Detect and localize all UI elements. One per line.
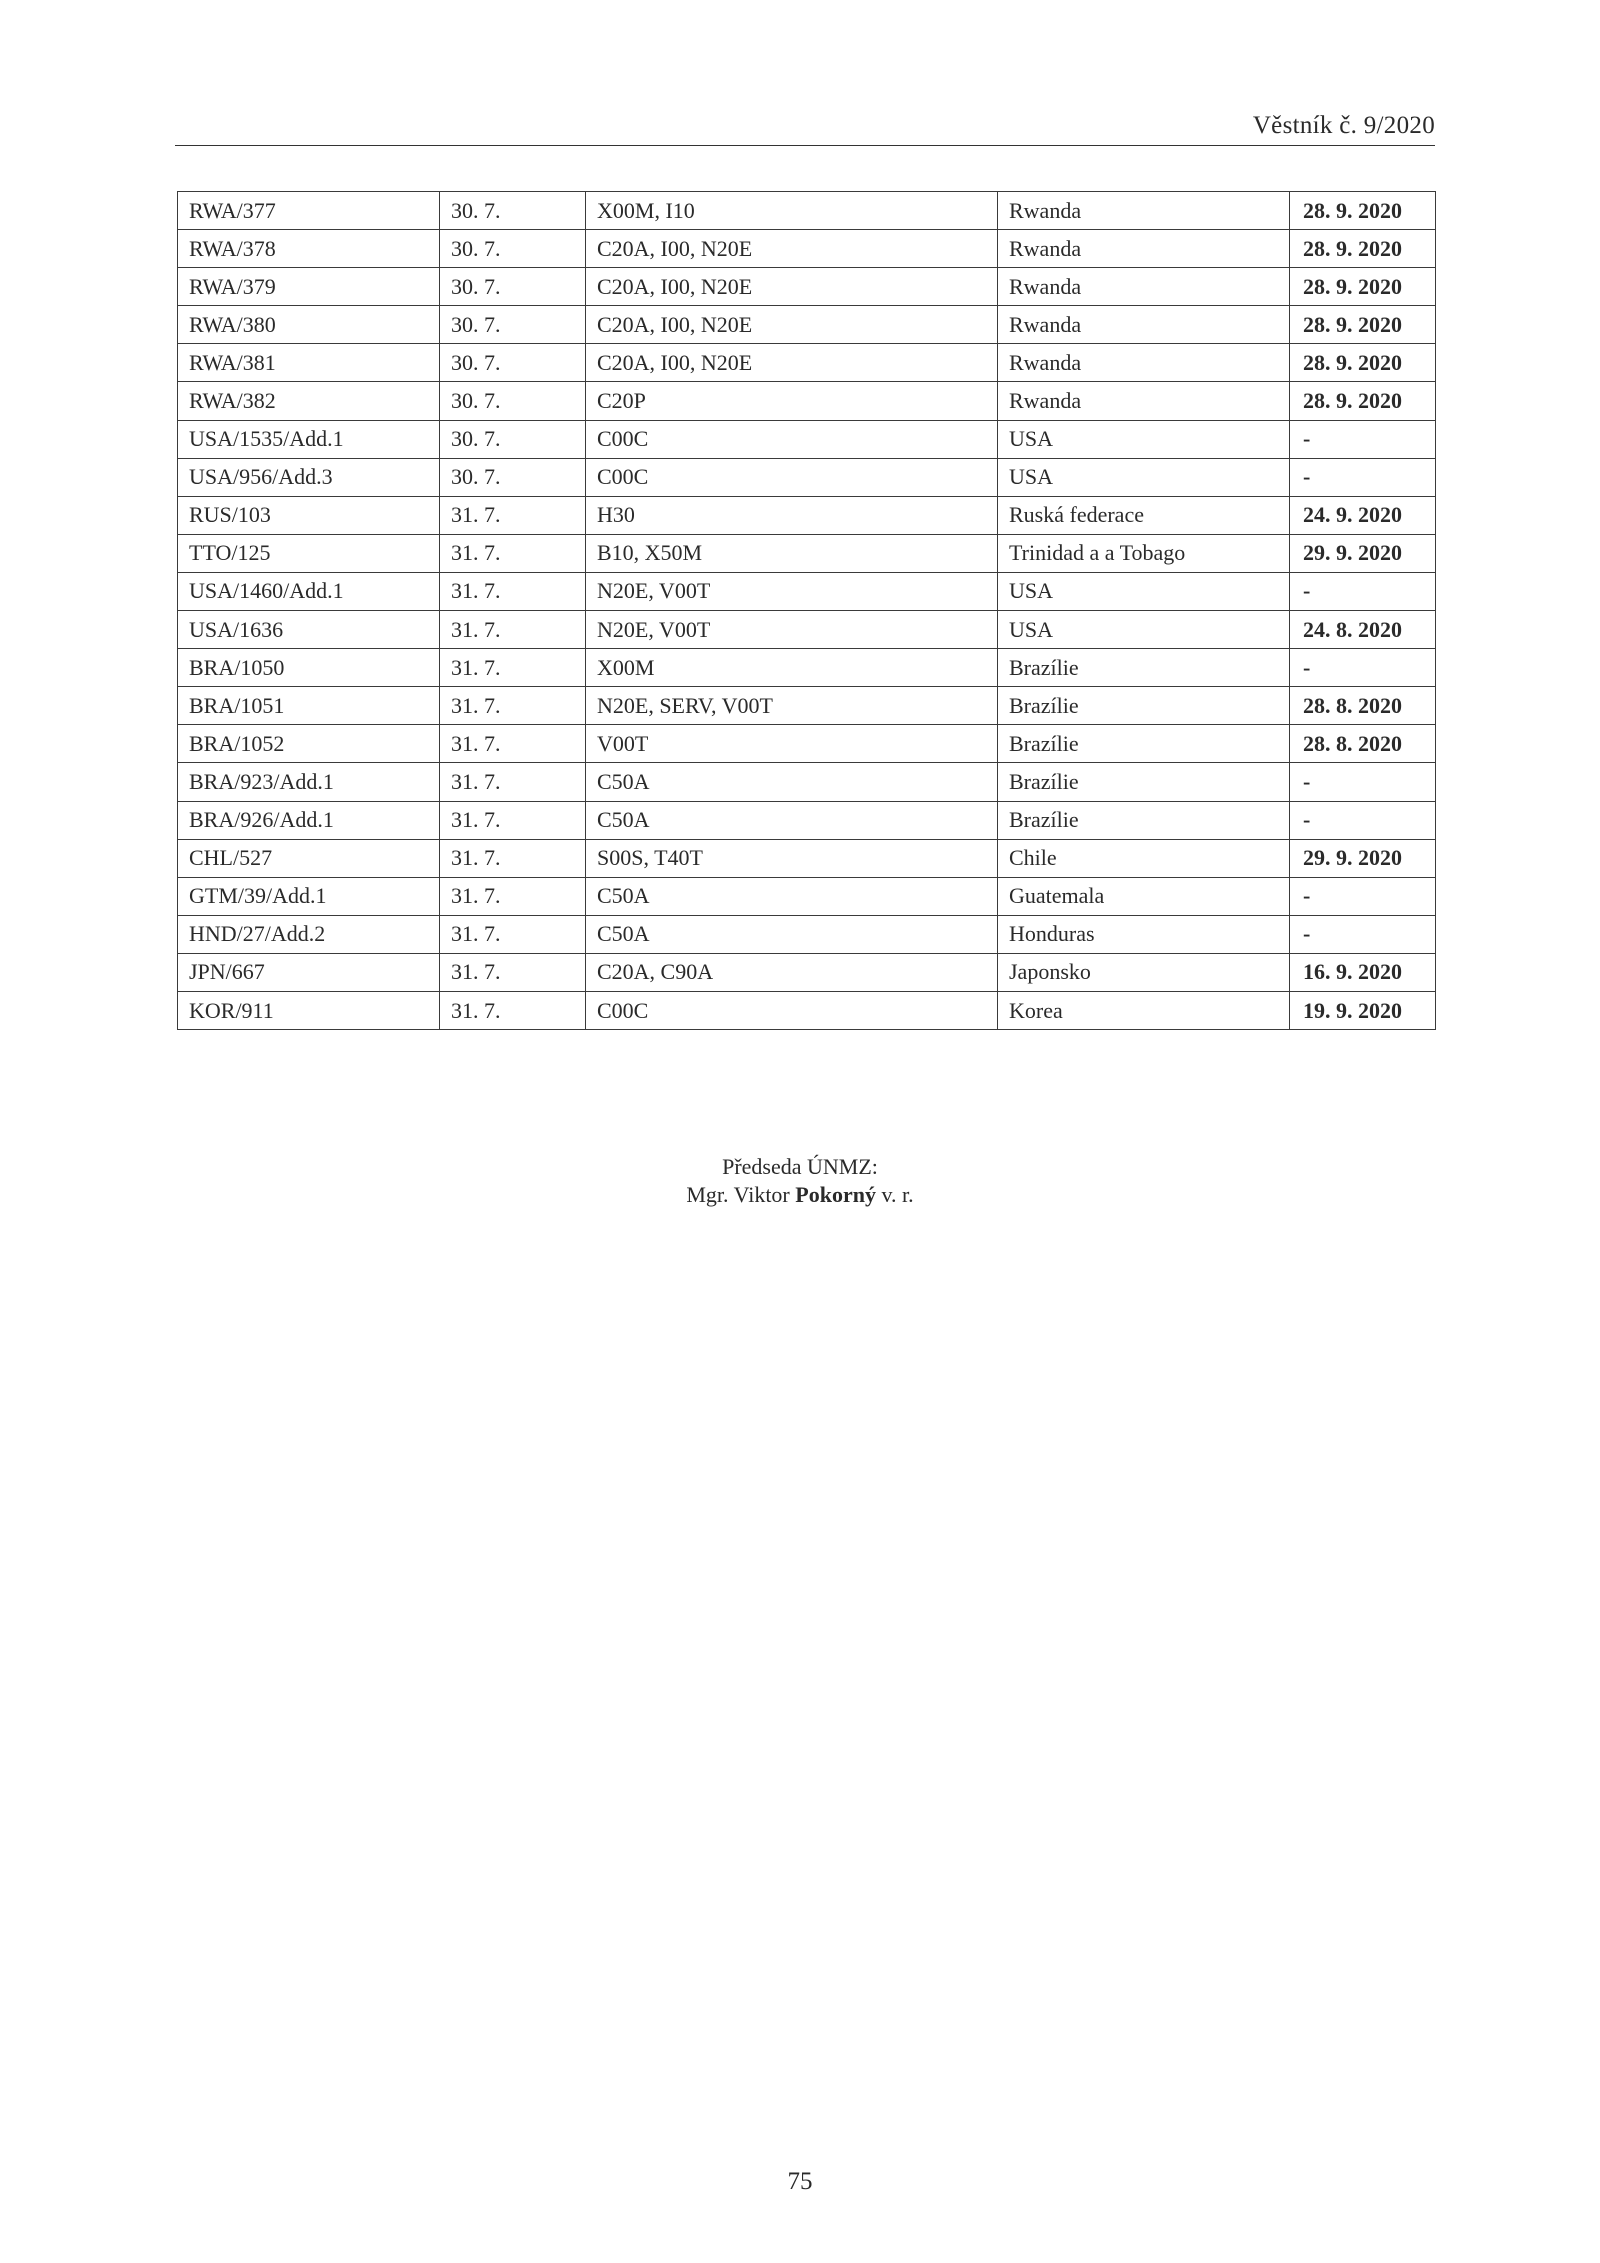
date-cell: 31. 7. <box>440 611 586 649</box>
notification-id-cell: BRA/1050 <box>178 649 440 687</box>
notification-id-cell: KOR/911 <box>178 991 440 1029</box>
comment-deadline-cell: 24. 8. 2020 <box>1290 611 1436 649</box>
country-cell: Brazílie <box>998 763 1290 801</box>
notification-id-cell: USA/1636 <box>178 611 440 649</box>
country-cell: Korea <box>998 991 1290 1029</box>
ics-code-cell: N20E, SERV, V00T <box>586 687 998 725</box>
country-cell: Chile <box>998 839 1290 877</box>
date-cell: 31. 7. <box>440 687 586 725</box>
country-cell: USA <box>998 572 1290 610</box>
country-cell: Brazílie <box>998 725 1290 763</box>
ics-code-cell: X00M <box>586 649 998 687</box>
bulletin-title: Věstník č. 9/2020 <box>1252 112 1435 139</box>
notification-id-cell: USA/1460/Add.1 <box>178 572 440 610</box>
date-cell: 30. 7. <box>440 306 586 344</box>
notification-id-cell: JPN/667 <box>178 953 440 991</box>
comment-deadline-cell: 28. 8. 2020 <box>1290 725 1436 763</box>
ics-code-cell: C50A <box>586 877 998 915</box>
notification-table-body <box>178 192 1436 1030</box>
signatory-surname: Pokorný <box>795 1182 876 1207</box>
table-row <box>178 306 1436 344</box>
table-row <box>178 839 1436 877</box>
comment-deadline-cell: 28. 9. 2020 <box>1290 192 1436 230</box>
comment-deadline-cell: 19. 9. 2020 <box>1290 991 1436 1029</box>
comment-deadline-cell: - <box>1290 801 1436 839</box>
comment-deadline-cell: 28. 9. 2020 <box>1290 344 1436 382</box>
date-cell: 31. 7. <box>440 801 586 839</box>
comment-deadline-cell: 28. 9. 2020 <box>1290 382 1436 420</box>
date-cell: 31. 7. <box>440 953 586 991</box>
notification-id-cell: RWA/377 <box>178 192 440 230</box>
comment-deadline-cell: 29. 9. 2020 <box>1290 839 1436 877</box>
comment-deadline-cell: 28. 9. 2020 <box>1290 230 1436 268</box>
country-cell: Honduras <box>998 915 1290 953</box>
table-row <box>178 877 1436 915</box>
notification-id-cell: RUS/103 <box>178 496 440 534</box>
notification-id-cell: BRA/1051 <box>178 687 440 725</box>
table-row <box>178 230 1436 268</box>
country-cell: Ruská federace <box>998 496 1290 534</box>
signatory-name-line <box>0 1181 1600 1209</box>
country-cell: Trinidad a a Tobago <box>998 534 1290 572</box>
notification-table <box>177 191 1436 1030</box>
ics-code-cell: C20A, I00, N20E <box>586 344 998 382</box>
date-cell: 30. 7. <box>440 458 586 496</box>
ics-code-cell: C00C <box>586 420 998 458</box>
comment-deadline-cell: - <box>1290 763 1436 801</box>
date-cell: 31. 7. <box>440 496 586 534</box>
notification-id-cell: RWA/380 <box>178 306 440 344</box>
date-cell: 31. 7. <box>440 915 586 953</box>
notification-id-cell: BRA/923/Add.1 <box>178 763 440 801</box>
comment-deadline-cell: 29. 9. 2020 <box>1290 534 1436 572</box>
ics-code-cell: C20A, I00, N20E <box>586 268 998 306</box>
ics-code-cell: C20A, I00, N20E <box>586 230 998 268</box>
notification-id-cell: RWA/381 <box>178 344 440 382</box>
ics-code-cell: C50A <box>586 915 998 953</box>
date-cell: 30. 7. <box>440 192 586 230</box>
date-cell: 30. 7. <box>440 230 586 268</box>
page-number: 75 <box>787 2168 813 2195</box>
date-cell: 31. 7. <box>440 572 586 610</box>
date-cell: 30. 7. <box>440 382 586 420</box>
comment-deadline-cell: 28. 9. 2020 <box>1290 306 1436 344</box>
country-cell: USA <box>998 611 1290 649</box>
date-cell: 30. 7. <box>440 268 586 306</box>
comment-deadline-cell: - <box>1290 420 1436 458</box>
table-row <box>178 915 1436 953</box>
signatory-title: Předseda ÚNMZ: <box>722 1154 878 1179</box>
ics-code-cell: C50A <box>586 801 998 839</box>
country-cell: USA <box>998 420 1290 458</box>
table-row <box>178 572 1436 610</box>
table-row <box>178 953 1436 991</box>
ics-code-cell: S00S, T40T <box>586 839 998 877</box>
ics-code-cell: C50A <box>586 763 998 801</box>
date-cell: 31. 7. <box>440 725 586 763</box>
notification-id-cell: BRA/1052 <box>178 725 440 763</box>
notification-id-cell: RWA/378 <box>178 230 440 268</box>
comment-deadline-cell: - <box>1290 572 1436 610</box>
date-cell: 30. 7. <box>440 420 586 458</box>
country-cell: Rwanda <box>998 230 1290 268</box>
notification-id-cell: BRA/926/Add.1 <box>178 801 440 839</box>
header-divider <box>175 145 1435 146</box>
country-cell: Rwanda <box>998 344 1290 382</box>
signatory-suffix: v. r. <box>875 1182 914 1207</box>
ics-code-cell: C00C <box>586 458 998 496</box>
comment-deadline-cell: 28. 9. 2020 <box>1290 268 1436 306</box>
ics-code-cell: C20A, I00, N20E <box>586 306 998 344</box>
date-cell: 30. 7. <box>440 344 586 382</box>
notification-id-cell: RWA/379 <box>178 268 440 306</box>
table-row <box>178 763 1436 801</box>
table-row <box>178 192 1436 230</box>
country-cell: Brazílie <box>998 687 1290 725</box>
notification-id-cell: TTO/125 <box>178 534 440 572</box>
country-cell: Japonsko <box>998 953 1290 991</box>
ics-code-cell: C20P <box>586 382 998 420</box>
notification-id-cell: RWA/382 <box>178 382 440 420</box>
table-row <box>178 268 1436 306</box>
comment-deadline-cell: 28. 8. 2020 <box>1290 687 1436 725</box>
ics-code-cell: X00M, I10 <box>586 192 998 230</box>
date-cell: 31. 7. <box>440 763 586 801</box>
comment-deadline-cell: - <box>1290 649 1436 687</box>
ics-code-cell: H30 <box>586 496 998 534</box>
table-row <box>178 687 1436 725</box>
ics-code-cell: C20A, C90A <box>586 953 998 991</box>
notification-id-cell: GTM/39/Add.1 <box>178 877 440 915</box>
notification-id-cell: USA/956/Add.3 <box>178 458 440 496</box>
table-row <box>178 496 1436 534</box>
signatory-prefix: Mgr. Viktor <box>686 1182 796 1207</box>
date-cell: 31. 7. <box>440 649 586 687</box>
comment-deadline-cell: - <box>1290 877 1436 915</box>
comment-deadline-cell: 24. 9. 2020 <box>1290 496 1436 534</box>
comment-deadline-cell: - <box>1290 915 1436 953</box>
comment-deadline-cell: 16. 9. 2020 <box>1290 953 1436 991</box>
country-cell: USA <box>998 458 1290 496</box>
signature-block <box>0 1153 1600 1209</box>
table-row <box>178 611 1436 649</box>
country-cell: Rwanda <box>998 192 1290 230</box>
notification-id-cell: HND/27/Add.2 <box>178 915 440 953</box>
notification-id-cell: CHL/527 <box>178 839 440 877</box>
table-row <box>178 725 1436 763</box>
comment-deadline-cell: - <box>1290 458 1436 496</box>
table-row <box>178 420 1436 458</box>
table-row <box>178 801 1436 839</box>
table-row <box>178 458 1436 496</box>
country-cell: Rwanda <box>998 268 1290 306</box>
date-cell: 31. 7. <box>440 877 586 915</box>
notification-id-cell: USA/1535/Add.1 <box>178 420 440 458</box>
date-cell: 31. 7. <box>440 839 586 877</box>
ics-code-cell: N20E, V00T <box>586 572 998 610</box>
country-cell: Brazílie <box>998 649 1290 687</box>
table-row <box>178 534 1436 572</box>
ics-code-cell: B10, X50M <box>586 534 998 572</box>
country-cell: Brazílie <box>998 801 1290 839</box>
table-row <box>178 344 1436 382</box>
table-row <box>178 382 1436 420</box>
table-row <box>178 991 1436 1029</box>
country-cell: Rwanda <box>998 382 1290 420</box>
table-row <box>178 649 1436 687</box>
ics-code-cell: V00T <box>586 725 998 763</box>
country-cell: Guatemala <box>998 877 1290 915</box>
date-cell: 31. 7. <box>440 991 586 1029</box>
date-cell: 31. 7. <box>440 534 586 572</box>
country-cell: Rwanda <box>998 306 1290 344</box>
ics-code-cell: C00C <box>586 991 998 1029</box>
ics-code-cell: N20E, V00T <box>586 611 998 649</box>
